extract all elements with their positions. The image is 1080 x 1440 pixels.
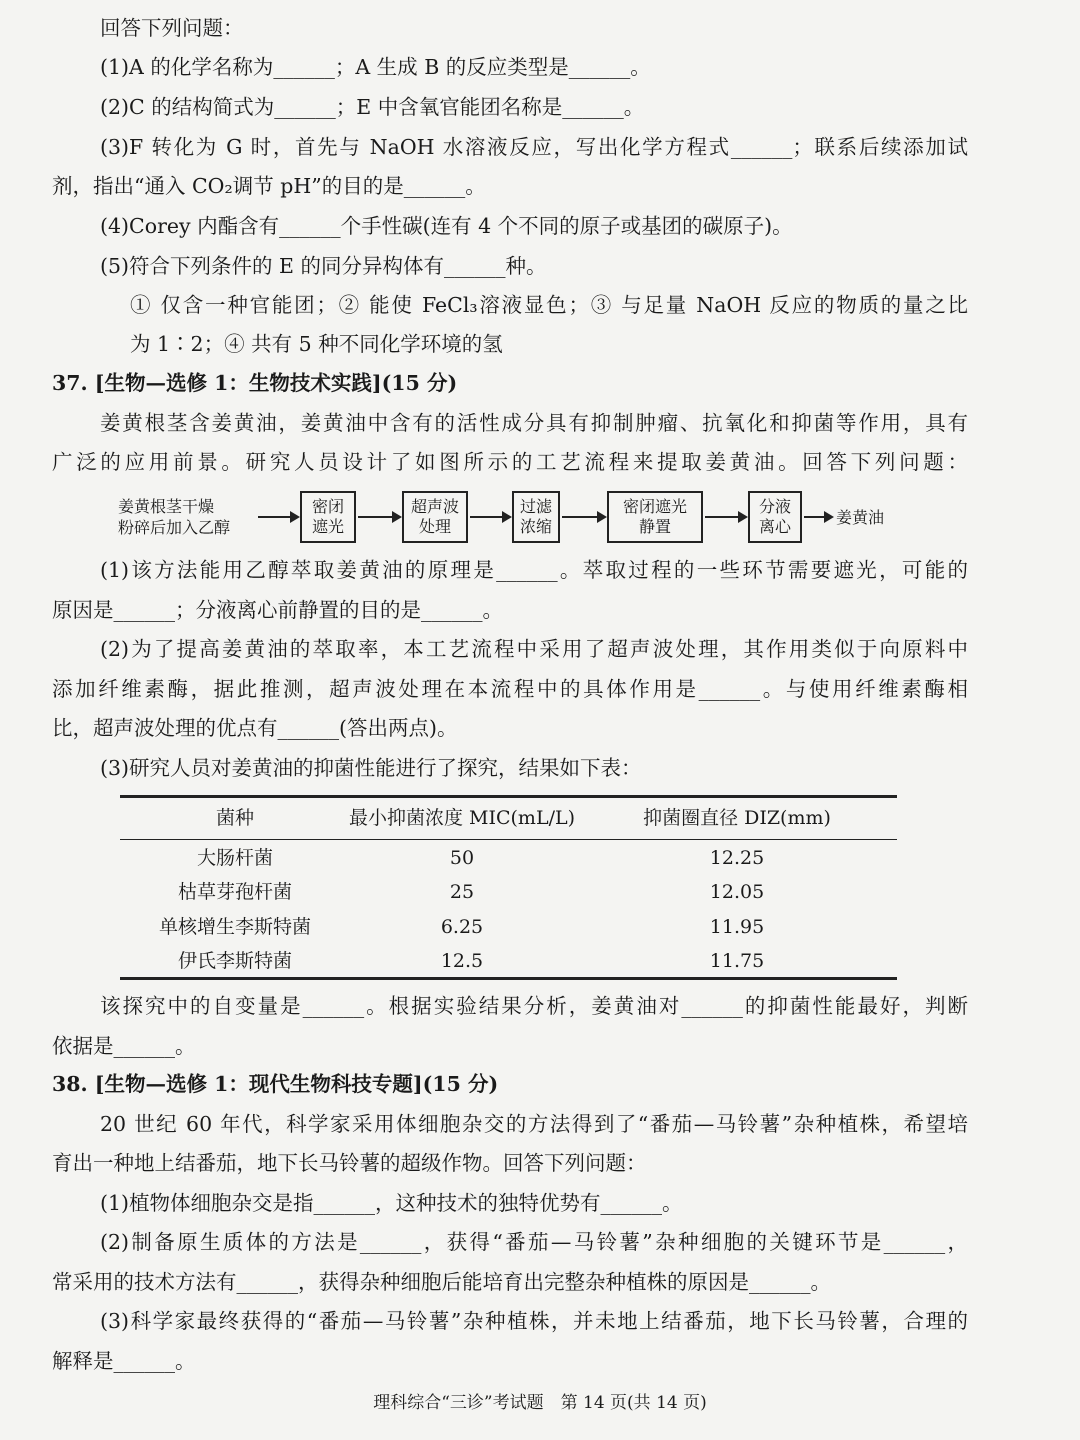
flow-step-label: 超声波 — [410, 497, 459, 516]
question-text: 添加纤维素酶，据此推测，超声波处理在本流程中的具体作用是______。与使用纤维素酶相 — [52, 677, 968, 701]
question-text: (3)科学家最终获得的“番茄—马铃薯”杂种植株，并未地上结番茄，地下长马铃薯，合理的 — [100, 1309, 968, 1333]
flow-step-label: 密闭 — [311, 497, 344, 516]
question-text: 剂，指出“通入 CO₂调节 pH”的目的是______。 — [52, 174, 486, 198]
question-text: 广泛的应用前景。研究人员设计了如图所示的工艺流程来提取姜黄油。回答下列问题： — [52, 450, 968, 474]
flow-step-box — [512, 491, 560, 543]
question-text: (2)制备原生质体的方法是______，获得“番茄—马铃薯”杂种细胞的关键环节是______， — [100, 1230, 968, 1254]
question-text: (1)该方法能用乙醇萃取姜黄油的原理是______。萃取过程的一些环节需要遮光，可能的 — [100, 558, 968, 582]
page-footer: 理科综合“三诊”考试题 第 14 页(共 14 页) — [373, 1393, 707, 1413]
table-top-rule — [120, 795, 897, 798]
flow-step-box — [607, 491, 703, 543]
question-text: 姜黄根茎含姜黄油，姜黄油中含有的活性成分具有抑制肿瘤、抗氧化和抑菌等作用，具有 — [100, 411, 968, 435]
arrow-icon — [562, 516, 605, 518]
table-bottom-rule — [120, 977, 897, 980]
flow-step-label: 分液 — [758, 497, 791, 516]
arrow-icon — [470, 516, 510, 518]
arrow-icon — [358, 516, 400, 518]
question-text: 为 1∶2；④ 共有 5 种不同化学环境的氢 — [130, 332, 503, 356]
question-text: 解释是______。 — [52, 1349, 196, 1373]
flow-start-line2: 粉碎后加入乙醇 — [118, 518, 231, 537]
question-text: 比，超声波处理的优点有______(答出两点)。 — [52, 716, 458, 740]
table-cell: 大肠杆菌 — [196, 847, 273, 869]
question-text: 20 世纪 60 年代，科学家采用体细胞杂交的方法得到了“番茄—马铃薯”杂种植株，希望培 — [100, 1112, 968, 1136]
flow-step-label: 离心 — [758, 517, 791, 536]
question-heading: 37. [生物—选修 1：生物技术实践](15 分) — [52, 371, 458, 395]
table-cell: 伊氏李斯特菌 — [177, 950, 292, 972]
table-header-rule — [120, 839, 897, 840]
table-cell: 单核增生李斯特菌 — [158, 916, 311, 938]
table-cell: 12.05 — [709, 881, 765, 903]
table-cell: 11.75 — [709, 950, 765, 972]
table-cell: 50 — [449, 847, 475, 869]
arrow-icon — [804, 516, 832, 518]
question-text: (5)符合下列条件的 E 的同分异构体有______种。 — [100, 254, 547, 278]
question-text: (4)Corey 内酯含有______个手性碳(连有 4 个不同的原子或基团的碳原子)。 — [100, 214, 793, 238]
table-header-cell: 菌种 — [215, 807, 254, 829]
flow-step-label: 遮光 — [311, 517, 344, 536]
question-text: ① 仅含一种官能团；② 能使 FeCl₃溶液显色；③ 与足量 NaOH 反应的物质的量之比 — [130, 293, 968, 317]
arrow-icon — [258, 516, 298, 518]
table-cell: 11.95 — [709, 916, 765, 938]
flow-step-box — [402, 491, 468, 543]
table-cell: 12.25 — [709, 847, 765, 869]
table-header-cell: 抑菌圈直径 DIZ(mm) — [643, 807, 831, 829]
table-cell: 25 — [449, 881, 475, 903]
question-text: 该探究中的自变量是______。根据实验结果分析，姜黄油对______的抑菌性能最好，判断 — [100, 994, 968, 1018]
question-text: 常采用的技术方法有______，获得杂种细胞后能培育出完整杂种植株的原因是______。 — [52, 1270, 831, 1294]
question-text: 回答下列问题： — [100, 16, 244, 40]
question-text: (2)C 的结构简式为______；E 中含氧官能团名称是______。 — [100, 95, 645, 119]
question-text: (1)A 的化学名称为______；A 生成 B 的反应类型是______。 — [100, 55, 651, 79]
question-text: 原因是______；分液离心前静置的目的是______。 — [52, 598, 503, 622]
flow-step-label: 浓缩 — [519, 517, 552, 536]
question-heading: 38. [生物—选修 1：现代生物科技专题](15 分) — [52, 1072, 499, 1096]
question-text: 依据是______。 — [52, 1034, 196, 1058]
table-cell: 枯草芽孢杆菌 — [177, 881, 292, 903]
flow-step-label: 过滤 — [519, 497, 552, 516]
question-text: (3)研究人员对姜黄油的抑菌性能进行了探究，结果如下表： — [100, 756, 642, 780]
question-text: (1)植物体细胞杂交是指______，这种技术的独特优势有______。 — [100, 1191, 683, 1215]
flow-start-line1: 姜黄根茎干燥 — [118, 497, 215, 516]
arrow-icon — [705, 516, 746, 518]
flow-step-box — [748, 491, 802, 543]
question-text: (3)F 转化为 G 时，首先与 NaOH 水溶液反应，写出化学方程式______；联系后续添加试 — [100, 135, 968, 159]
question-text: (2)为了提高姜黄油的萃取率，本工艺流程中采用了超声波处理，其作用类似于向原料中 — [100, 637, 968, 661]
flow-step-label: 静置 — [638, 517, 671, 536]
flow-step-box — [300, 491, 356, 543]
table-cell: 6.25 — [440, 916, 484, 938]
flow-step-label: 处理 — [418, 517, 451, 536]
table-header-cell: 最小抑菌浓度 MIC(mL/L) — [348, 807, 575, 829]
flow-step-label: 密闭遮光 — [622, 497, 687, 516]
question-text: 育出一种地上结番茄，地下长马铃薯的超级作物。回答下列问题： — [52, 1151, 647, 1175]
flow-end: 姜黄油 — [836, 508, 885, 527]
table-cell: 12.5 — [440, 950, 484, 972]
